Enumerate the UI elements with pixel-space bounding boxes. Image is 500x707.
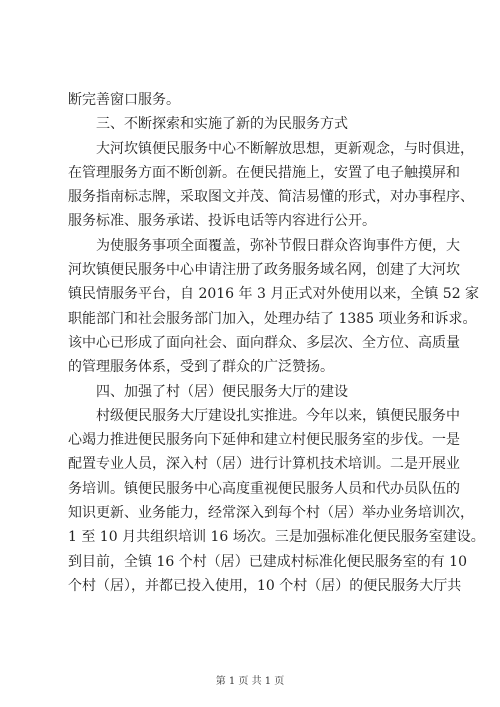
body-line-17: 务培训。镇便民服务中心高度重视便民服务人员和代办员队伍的 <box>68 480 460 497</box>
body-line-11: 该中心已形成了面向社会、面向群众、多层次、全方位、高质量 <box>68 334 460 351</box>
body-line-1: 断完善窗口服务。 <box>68 92 180 108</box>
body-line-16: 配置专业人员，深入村（居）进行计算机技术培训。二是开展业 <box>68 456 460 473</box>
section-heading-4: 四、加强了村（居）便民服务大厅的建设 <box>96 383 348 400</box>
page-footer: 第 1 页 共 1 页 <box>215 676 285 687</box>
body-line-19: 1 至 10 月共组织培训 16 场次。三是加强标准化便民服务室建设。 <box>68 529 485 546</box>
body-line-14: 村级便民服务大厅建设扎实推进。今年以来，镇便民服务中 <box>96 407 460 424</box>
body-line-10: 职能部门和社会服务部门加入，处理办结了 1385 项业务和诉求。 <box>68 310 477 327</box>
body-line-20: 到目前，全镇 16 个村（居）已建成村标准化便民服务室的有 10 <box>68 553 467 570</box>
body-line-7: 为使服务事项全面覆盖，弥补节假日群众咨询事件方便，大 <box>96 237 460 254</box>
body-line-4: 在管理服务方面不断创新。在便民措施上，安置了电子触摸屏和 <box>68 164 460 181</box>
body-line-12: 的管理服务体系，受到了群众的广泛赞扬。 <box>68 359 334 376</box>
body-line-8: 河坎镇便民服务中心申请注册了政务服务域名网，创建了大河坎 <box>68 262 460 279</box>
body-line-15: 心竭力推进便民服务向下延伸和建立村便民服务室的步伐。一是 <box>68 432 460 449</box>
body-line-18: 知识更新、业务能力，经常深入到每个村（居）举办业务培训次， <box>68 505 474 522</box>
body-line-3: 大河坎镇便民服务中心不断解放思想，更新观念，与时俱进， <box>96 140 474 157</box>
body-line-5: 服务指南标志牌，采取图文并茂、简洁易懂的形式，对办事程序、 <box>68 189 474 206</box>
body-line-21: 个村（居），并都已投入使用，10 个村（居）的便民服务大厅共 <box>68 577 462 594</box>
body-line-6: 服务标准、服务承诺、投诉电话等内容进行公开。 <box>68 213 376 230</box>
body-line-9: 镇民情服务平台，自 2016 年 3 月正式对外使用以来，全镇 52 家 <box>68 286 480 303</box>
document-body <box>68 88 485 598</box>
section-heading-3: 三、不断探索和实施了新的为民服务方式 <box>96 116 348 133</box>
